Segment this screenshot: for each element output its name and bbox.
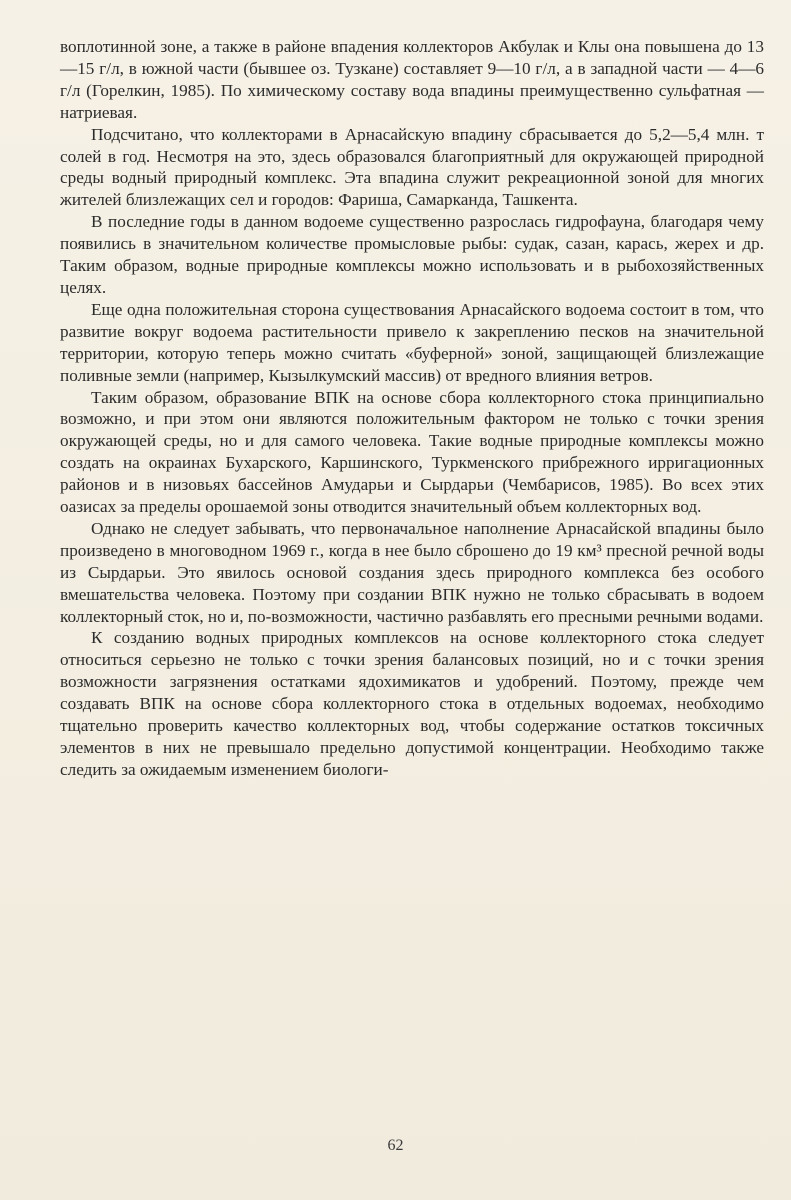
paragraph-5: Таким образом, образование ВПК на основе сбора коллекторного стока принципиально возможно, и при этом они являются положительным фактором не только с точки зрения окружающей среды, но и для самого человека. Такие водные природные комплексы можно создать на окраинах Бухарского, Каршинского, Туркменского прибрежного ирригационных районов и в низовьях бассейнов Амударьи и Сырдарьи (Чембарисов, 1985). Во всех этих оазисах за пределы орошаемой зоны отводится значительный объем коллекторных вод. (60, 387, 764, 517)
paragraph-4: Еще одна положительная сторона существования Арнасайского водоема состоит в том, что развитие вокруг водоема растительности привело к закреплению песков на значительной территории, которую теперь можно считать «буферной» зоной, защищающей близлежащие поливные земли (например, Кызылкумский массив) от вредного влияния ветров. (60, 299, 764, 385)
paragraph-3: В последние годы в данном водоеме существенно разрослась гидрофауна, благодаря чему появились в значительном количестве промысловые рыбы: судак, сазан, карась, жерех и др. Таким образом, водные природные комплексы можно использовать и в рыбохозяйственных целях. (60, 212, 764, 297)
body-text (60, 36, 764, 781)
paragraph-1: воплотинной зоне, а также в районе впадения коллекторов Акбулак и Клы она повышена до 13—15 г/л, в южной части (бывшее оз. Тузкане) составляет 9—10 г/л, а в западной части — 4—6 г/л (Горелкин, 1985). По химическому составу вода впадины преимущественно сульфатная — натриевая. (60, 37, 764, 122)
paragraph-2: Подсчитано, что коллекторами в Арнасайскую впадину сбрасывается до 5,2—5,4 млн. т солей в год. Несмотря на это, здесь образовался благоприятный для окружающей природной среды водный природный комплекс. Эта впадина служит рекреационной зоной для многих жителей близлежащих сел и городов: Фариша, Самарканда, Ташкента. (60, 124, 764, 210)
page-number: 62 (387, 1137, 404, 1154)
paragraph-7: К созданию водных природных комплексов на основе коллекторного стока следует относиться серьезно не только с точки зрения балансовых позиций, но и с точки зрения возможности загрязнения остатками ядохимикатов и удобрений. Поэтому, прежде чем создавать ВПК на основе сбора коллекторного стока в отдельных водоемах, необходимо тщательно проверить качество коллекторных вод, чтобы содержание остатков токсичных элементов в них не превышало предельно допустимой концентрации. Необходимо также следить за ожидаемым изменением биологи- (60, 628, 764, 779)
paragraph-6: Однако не следует забывать, что первоначальное наполнение Арнасайской впадины было произведено в многоводном 1969 г., когда в нее было сброшено до 19 км³ пресной речной воды из Сырдарьи. Это явилось основой создания здесь природного комплекса без особого вмешательства человека. Поэтому при создании ВПК нужно не только сбрасывать в водоем коллекторный сток, но и, по-возможности, частично разбавлять его пресными речными водами. (60, 518, 764, 626)
